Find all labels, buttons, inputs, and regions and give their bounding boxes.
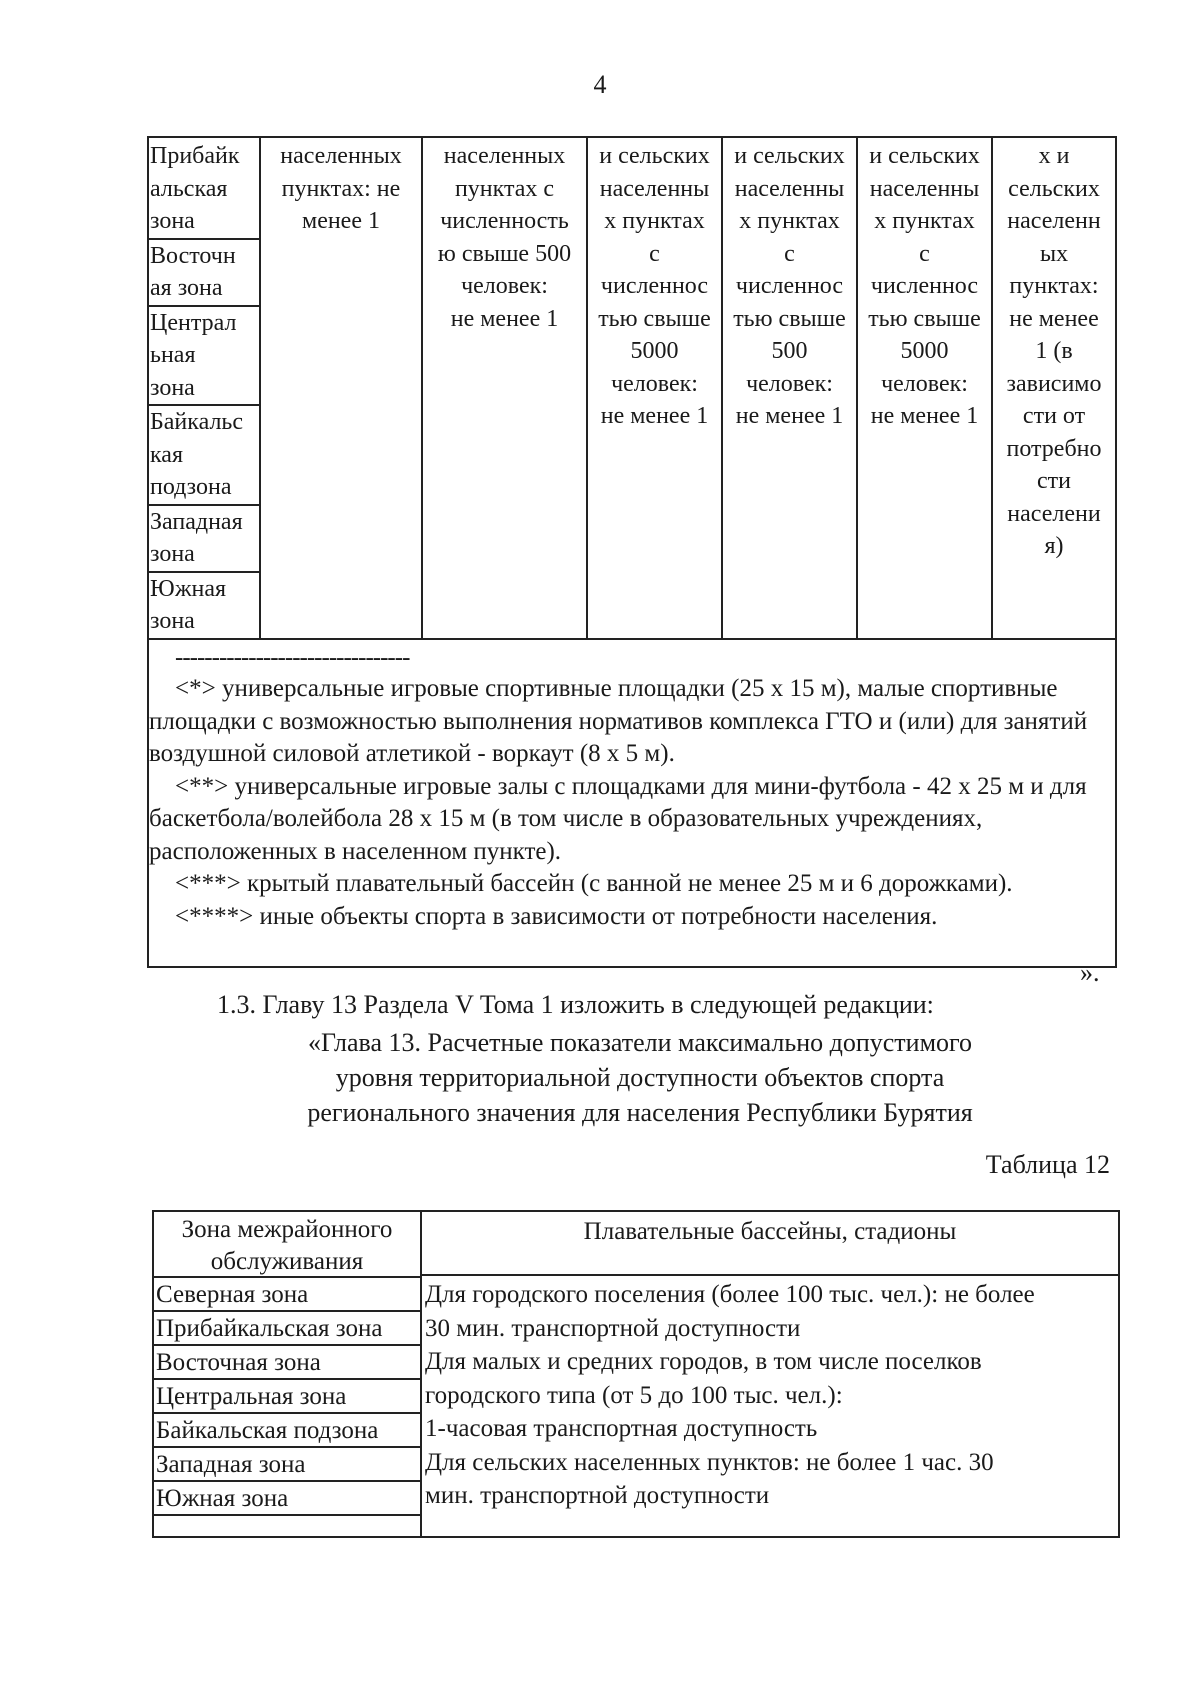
zone-cell: Централ ьная зона xyxy=(149,307,259,407)
footnote-separator: -------------------------------- xyxy=(175,644,410,671)
accessibility-cell: Для городского поселения (более 100 тыс. чел.): не более 30 мин. транспортной доступности Для малых и средних городов, в том числе поселков городского типа (от 5 до 100 тыс. чел.): 1-часовая транспортная доступность Для сельских населенных пунктов: не более 1 час. 30 мин. транспортной доступности xyxy=(425,1281,1035,1509)
section-item: 1.3. Главу 13 Раздела V Тома 1 изложить в следующей редакции: xyxy=(217,990,934,1019)
zone-column xyxy=(154,1276,422,1536)
table1-body xyxy=(149,138,1115,640)
table1-column: и сельских населенны х пунктах с численнос тью свыше 500 человек: не менее 1 xyxy=(723,138,858,638)
header-zone: Зона межрайонного обслуживания xyxy=(154,1212,422,1276)
sports-facilities-table-continuation xyxy=(147,136,1117,968)
zone-cell: Северная зона xyxy=(154,1276,420,1310)
zone-cell: Восточная зона xyxy=(154,1344,420,1378)
closing-quote: ». xyxy=(1080,958,1100,987)
header-facilities: Плавательные бассейны, стадионы xyxy=(422,1212,1118,1276)
footnote: <*> универсальные игровые спортивные площадки (25 х 15 м), малые спортивные площадки с возможностью выполнения нормативов комплекса ГТО и (или) для занятий воздушной силовой атлетикой - воркаут (8 х 5 м). xyxy=(149,675,1088,767)
table1-column: и сельских населенны х пунктах с численнос тью свыше 5000 человек: не менее 1 xyxy=(588,138,723,638)
zone-column xyxy=(149,138,261,638)
footnote: <***> крытый плавательный бассейн (с ванной не менее 25 м и 6 дорожками). xyxy=(175,870,1013,897)
zone-cell: Западная зона xyxy=(149,506,259,573)
zone-cell: Южная зона xyxy=(150,575,227,634)
table1-footnotes xyxy=(149,643,1115,933)
page-number: 4 xyxy=(593,70,607,99)
zone-cell: Восточн ая зона xyxy=(149,240,259,307)
chapter-heading: «Глава 13. Расчетные показатели максимально допустимого уровня территориальной доступности объектов спорта регионального значения для населения Республики Бурятия xyxy=(307,1028,973,1127)
zone-cell: Центральная зона xyxy=(154,1378,420,1412)
zone-cell: Прибайк альская зона xyxy=(149,140,259,240)
zone-cell: Южная зона xyxy=(154,1480,420,1516)
table1-column: населенных пунктах с численность ю свыше 500 человек: не менее 1 xyxy=(423,138,588,638)
zone-cell: Прибайкальская зона xyxy=(154,1310,420,1344)
footnote: <**> универсальные игровые залы с площадками для мини-футбола - 42 х 25 м и для баскетбола/волейбола 28 х 15 м (в том числе в образовательных учреждениях, расположенных в населенном пункте). xyxy=(149,772,1087,865)
accessibility-table xyxy=(152,1210,1120,1538)
table1-column: населенных пунктах: не менее 1 xyxy=(261,138,423,638)
zone-cell: Западная зона xyxy=(154,1446,420,1480)
zone-cell: Байкальс кая подзона xyxy=(149,406,259,506)
table-label: Таблица 12 xyxy=(985,1150,1110,1179)
footnote: <****> иные объекты спорта в зависимости от потребности населения. xyxy=(175,902,938,930)
table1-column: х и сельских населенн ых пунктах: не менее 1 (в зависимо сти от потребно сти населени я) xyxy=(1006,143,1102,559)
table1-column: и сельских населенны х пунктах с численнос тью свыше 5000 человек: не менее 1 xyxy=(858,138,993,638)
zone-cell: Байкальская подзона xyxy=(154,1412,420,1446)
